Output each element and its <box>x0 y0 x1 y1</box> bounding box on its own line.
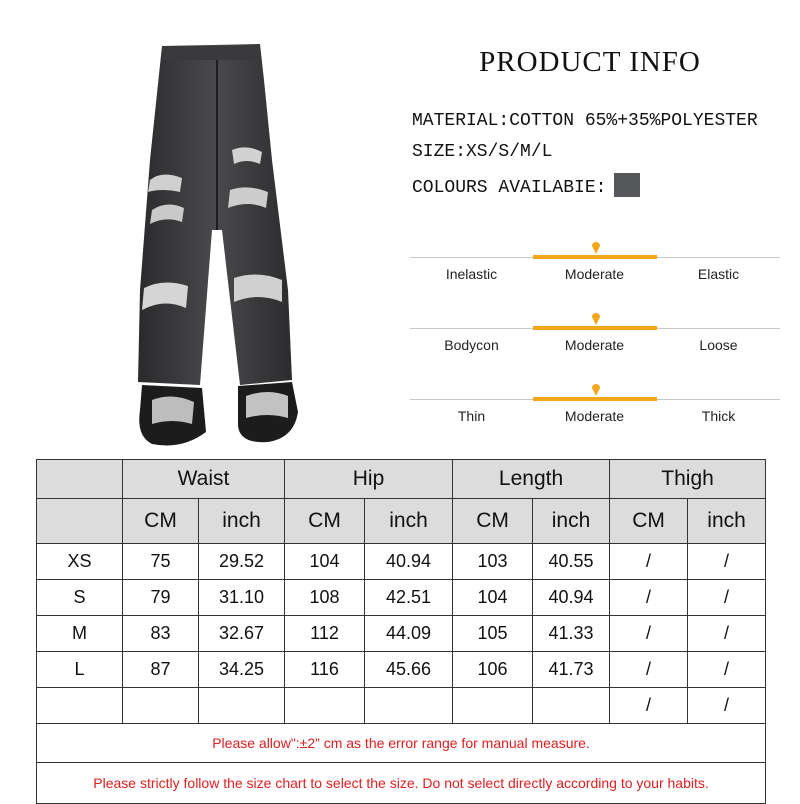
table-row <box>37 652 766 688</box>
table-cell: 40.55 <box>533 544 610 580</box>
size-cell <box>37 688 123 724</box>
table-cell: / <box>688 688 766 724</box>
table-cell: 112 <box>285 616 365 652</box>
scale-label-left: Thin <box>457 408 486 424</box>
table-cell: / <box>610 544 688 580</box>
scale-label-right: Loose <box>699 337 738 353</box>
size-cell: M <box>37 616 123 652</box>
table-cell: 42.51 <box>365 580 453 616</box>
size-cell: XS <box>37 544 123 580</box>
table-cell: 34.25 <box>199 652 285 688</box>
size-chart-table <box>36 459 766 804</box>
elasticity-scale <box>410 236 780 288</box>
scale-label-right: Thick <box>701 408 736 424</box>
table-cell: 44.09 <box>365 616 453 652</box>
jeans-illustration <box>122 40 308 452</box>
table-cell: 29.52 <box>199 544 285 580</box>
table-cell: 87 <box>123 652 199 688</box>
header-corner-cell <box>37 460 123 499</box>
note-row <box>37 763 766 804</box>
table-cell: 106 <box>453 652 533 688</box>
unit-header: inch <box>199 499 285 544</box>
thickness-scale <box>410 378 780 430</box>
table-cell: / <box>688 544 766 580</box>
table-row <box>37 688 766 724</box>
table-cell: 79 <box>123 580 199 616</box>
table-row <box>37 580 766 616</box>
scale-label-left: Inelastic <box>445 266 498 282</box>
unit-header: inch <box>533 499 610 544</box>
scale-selected-segment <box>533 255 657 259</box>
table-cell: / <box>688 652 766 688</box>
table-cell: / <box>688 580 766 616</box>
scale-label-middle: Moderate <box>564 337 625 353</box>
group-header-waist: Waist <box>123 460 285 499</box>
size-text: SIZE:XS/S/M/L <box>412 142 553 162</box>
table-cell: 103 <box>453 544 533 580</box>
table-cell <box>365 688 453 724</box>
header-corner-cell <box>37 499 123 544</box>
scale-label-right: Elastic <box>697 266 740 282</box>
note-row <box>37 724 766 763</box>
table-cell: 45.66 <box>365 652 453 688</box>
scale-label-middle: Moderate <box>564 408 625 424</box>
location-pin-icon <box>591 382 601 396</box>
table-cell: 104 <box>453 580 533 616</box>
table-cell <box>285 688 365 724</box>
scale-selected-segment <box>533 326 657 330</box>
table-cell: 41.33 <box>533 616 610 652</box>
table-cell <box>533 688 610 724</box>
colours-row <box>412 173 640 198</box>
group-header-length: Length <box>453 460 610 499</box>
table-cell: 31.10 <box>199 580 285 616</box>
table-cell: 105 <box>453 616 533 652</box>
error-range-note: Please allow":±2” cm as the error range for manual measure. <box>37 724 766 763</box>
table-cell: 40.94 <box>365 544 453 580</box>
table-group-header-row <box>37 460 766 499</box>
unit-header: inch <box>688 499 766 544</box>
table-cell: / <box>610 580 688 616</box>
group-header-thigh: Thigh <box>610 460 766 499</box>
table-cell: / <box>610 688 688 724</box>
table-cell <box>453 688 533 724</box>
scale-selected-segment <box>533 397 657 401</box>
size-cell: L <box>37 652 123 688</box>
colour-swatch[interactable] <box>614 173 640 197</box>
table-cell: 32.67 <box>199 616 285 652</box>
unit-header: CM <box>453 499 533 544</box>
table-cell <box>123 688 199 724</box>
table-cell: 104 <box>285 544 365 580</box>
table-cell <box>199 688 285 724</box>
table-cell: / <box>610 652 688 688</box>
location-pin-icon <box>591 240 601 254</box>
unit-header: CM <box>123 499 199 544</box>
table-row <box>37 616 766 652</box>
size-chart-note: Please strictly follow the size chart to select the size. Do not select directly according to your habits. <box>37 763 766 804</box>
table-unit-header-row <box>37 499 766 544</box>
group-header-hip: Hip <box>285 460 453 499</box>
fit-scale <box>410 307 780 359</box>
table-cell: 108 <box>285 580 365 616</box>
location-pin-icon <box>591 311 601 325</box>
table-row <box>37 544 766 580</box>
unit-header: CM <box>285 499 365 544</box>
table-cell: 116 <box>285 652 365 688</box>
table-cell: 83 <box>123 616 199 652</box>
product-info-title: PRODUCT INFO <box>479 46 701 78</box>
product-photo <box>122 40 308 452</box>
unit-header: CM <box>610 499 688 544</box>
colours-text: COLOURS AVAILABIE: <box>412 178 607 198</box>
table-cell: 75 <box>123 544 199 580</box>
size-cell: S <box>37 580 123 616</box>
unit-header: inch <box>365 499 453 544</box>
scale-label-left: Bodycon <box>444 337 499 353</box>
table-cell: / <box>688 616 766 652</box>
table-cell: 40.94 <box>533 580 610 616</box>
table-cell: 41.73 <box>533 652 610 688</box>
table-cell: / <box>610 616 688 652</box>
material-text: MATERIAL:COTTON 65%+35%POLYESTER <box>412 111 758 131</box>
scale-label-middle: Moderate <box>564 266 625 282</box>
